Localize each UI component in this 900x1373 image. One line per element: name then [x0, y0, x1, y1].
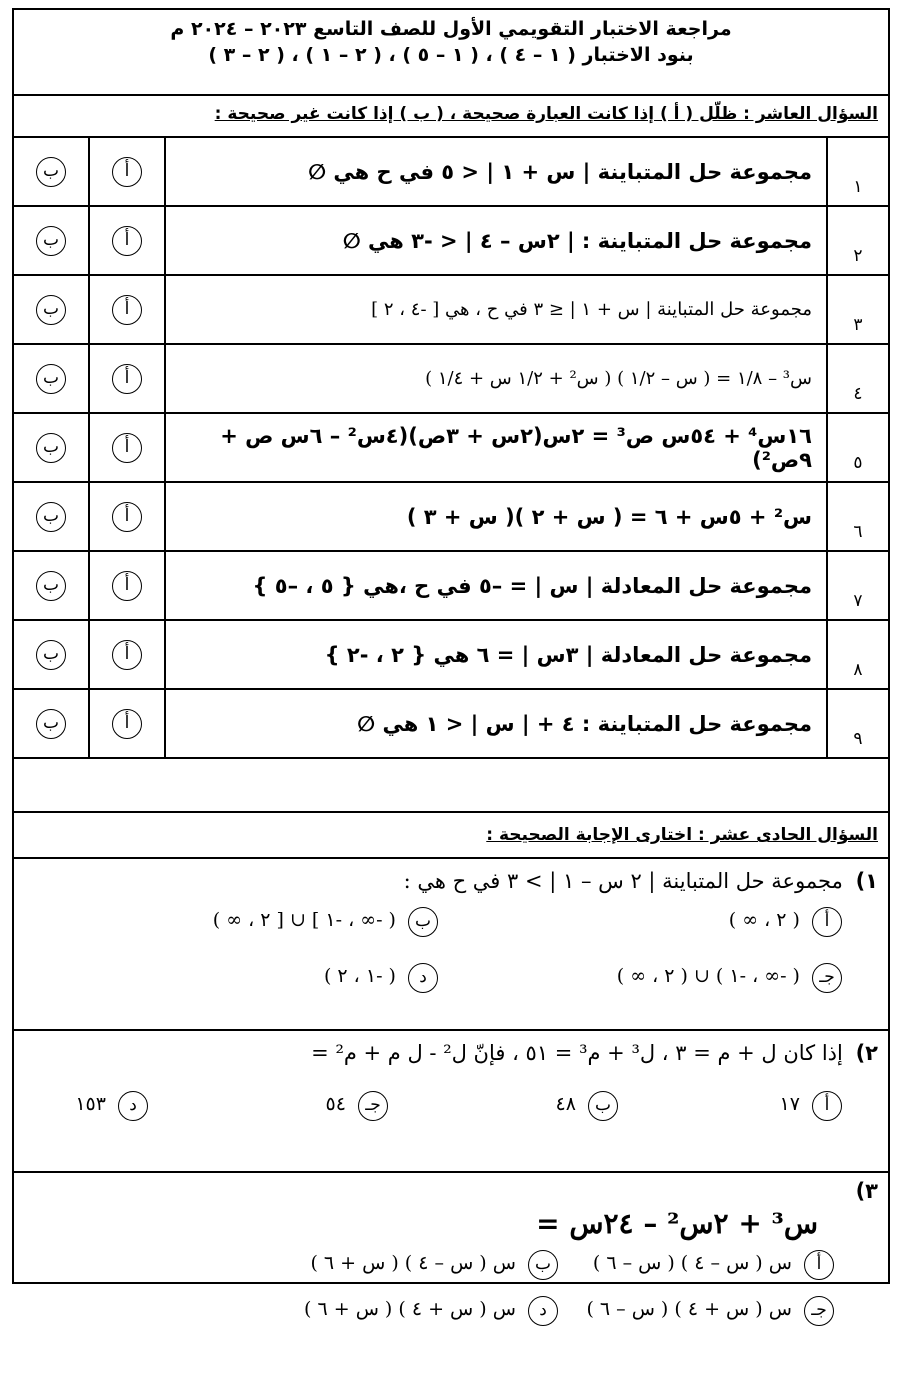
option-b-bubble[interactable] [14, 138, 89, 206]
option-b-bubble[interactable] [14, 551, 89, 620]
choice-c-text: ٥٤ [325, 1093, 346, 1115]
choice-c-marker: جـ [804, 1296, 834, 1326]
option-b-bubble-marker: ب [36, 502, 66, 532]
option-a-bubble-marker: أ [112, 295, 142, 325]
choice-c-marker: جـ [812, 963, 842, 993]
mcq-question-1 [14, 859, 888, 1031]
header-subtitle: بنود الاختبار ( ١ – ٤ ) ، ( ١ – ٥ ) ، ( ٢ – ١ ) ، ( ٢ – ٣ ) [208, 44, 694, 66]
option-b-bubble-marker: ب [36, 295, 66, 325]
choice-c[interactable] [326, 1091, 388, 1121]
statement-number: ٩ [827, 689, 888, 758]
option-b-bubble[interactable] [14, 206, 89, 275]
choice-d[interactable] [75, 1091, 148, 1121]
option-b-bubble-marker: ب [36, 364, 66, 394]
question-stem [14, 1031, 888, 1065]
statement-number: ٦ [827, 482, 888, 551]
choice-d[interactable] [324, 963, 438, 993]
statement-text: مجموعة حل المتباينة | س + ١ | < ٥ في ح هي ∅ [165, 138, 827, 206]
option-a-bubble[interactable] [89, 551, 165, 620]
choice-b[interactable] [213, 907, 438, 937]
statement-text: ١٦س⁴ + ٥٤س ص³ = ٢س(٢س + ٣ص)(٤س² – ٦س ص + ٩ص²) [165, 413, 827, 482]
option-a-bubble-marker: أ [112, 157, 142, 187]
choice-d[interactable] [304, 1296, 558, 1326]
statement-text: مجموعة حل المعادلة | ٣س | = ٦ هي { ٢ ، -٢ } [165, 620, 827, 689]
option-a-bubble[interactable] [89, 689, 165, 758]
question-stem [14, 859, 888, 893]
option-a-bubble-marker: أ [112, 709, 142, 739]
statement-row [14, 275, 888, 344]
statement-number: ٥ [827, 413, 888, 482]
choice-b-marker: ب [408, 907, 438, 937]
option-b-bubble-marker: ب [36, 433, 66, 463]
statement-row [14, 551, 888, 620]
question-text: س³ + ٢س² – ٢٤س = [536, 1207, 818, 1240]
choice-c-marker: جـ [358, 1091, 388, 1121]
option-a-bubble[interactable] [89, 413, 165, 482]
choice-d-marker: د [118, 1091, 148, 1121]
question-text: إذا كان ل + م = ٣ ، ل³ + م³ = ٥١ ، فإنّ ل² - ل م + م² = [311, 1041, 843, 1065]
statement-row [14, 482, 888, 551]
statement-row [14, 206, 888, 275]
choice-a[interactable] [593, 1250, 834, 1280]
option-b-bubble-marker: ب [36, 640, 66, 670]
q10-title-text: السؤال العاشر : ظلّل ( أ ) إذا كانت العبارة صحيحة ، ( ب ) إذا كانت غير صحيحة : [214, 104, 878, 124]
choice-a-marker: أ [812, 1091, 842, 1121]
statement-number: ٨ [827, 620, 888, 689]
option-b-bubble-marker: ب [36, 157, 66, 187]
statement-text: مجموعة حل المعادلة | س | = –٥ في ح ،هي { ٥ ، –٥ } [165, 551, 827, 620]
option-a-bubble-marker: أ [112, 433, 142, 463]
option-b-bubble-marker: ب [36, 709, 66, 739]
header-title: مراجعة الاختبار التقويمي الأول للصف التاسع ٢٠٢٣ – ٢٠٢٤ م [170, 18, 732, 40]
statement-text: س² + ٥س + ٦ = ( س + ٢ )( س + ٣ ) [165, 482, 827, 551]
statement-row [14, 689, 888, 758]
option-a-bubble[interactable] [89, 620, 165, 689]
option-a-bubble[interactable] [89, 138, 165, 206]
choice-b-text: ٤٨ [555, 1093, 576, 1115]
statement-text: س³ – ١/٨ = ( س – ١/٢ ) ( س² + ١/٢ س + ١/٤ ) [165, 344, 827, 413]
choice-a-text: ١٧ [779, 1093, 800, 1115]
statement-number: ٣ [827, 275, 888, 344]
choice-b[interactable] [556, 1091, 618, 1121]
true-false-table [14, 138, 888, 759]
choice-a-text: س ( س – ٤ ) ( س – ٦ ) [592, 1252, 792, 1274]
option-a-bubble-marker: أ [112, 364, 142, 394]
option-b-bubble[interactable] [14, 275, 89, 344]
option-a-bubble[interactable] [89, 482, 165, 551]
q11-title [14, 813, 888, 859]
choice-b-text: ( -∞ ، -١ ] ∪ [ ٢ ، ∞ ) [212, 909, 396, 931]
statement-number: ٤ [827, 344, 888, 413]
option-b-bubble-marker: ب [36, 226, 66, 256]
q10-title [14, 96, 888, 138]
choice-c-text: س ( س + ٤ ) ( س – ٦ ) [586, 1298, 792, 1320]
choice-b-marker: ب [588, 1091, 618, 1121]
statement-row [14, 344, 888, 413]
question-text: مجموعة حل المتباينة | ٢ س – ١ | > ٣ في ح هي : [403, 869, 843, 893]
choice-a[interactable] [729, 907, 842, 937]
choice-d-marker: د [408, 963, 438, 993]
option-a-bubble-marker: أ [112, 226, 142, 256]
choice-d-text: ( -١ ، ٢ ) [323, 965, 396, 987]
choice-d-text: ١٥٣ [75, 1093, 106, 1115]
statement-row [14, 413, 888, 482]
choice-b-marker: ب [528, 1250, 558, 1280]
statement-row [14, 620, 888, 689]
option-b-bubble[interactable] [14, 413, 89, 482]
choice-b-text: س ( س – ٤ ) ( س + ٦ ) [310, 1252, 516, 1274]
choice-c-text: ( -∞ ، -١ ) ∪ ( ٢ ، ∞ ) [616, 965, 800, 987]
option-b-bubble[interactable] [14, 344, 89, 413]
option-a-bubble-marker: أ [112, 640, 142, 670]
choice-a-marker: أ [804, 1250, 834, 1280]
question-number: ٢) [855, 1041, 878, 1065]
section-gap [14, 759, 888, 813]
mcq-question-2 [14, 1031, 888, 1173]
choice-a[interactable] [780, 1091, 842, 1121]
choice-a-marker: أ [812, 907, 842, 937]
choice-d-text: س ( س + ٤ ) ( س + ٦ ) [304, 1298, 516, 1320]
option-a-bubble[interactable] [89, 344, 165, 413]
option-a-bubble[interactable] [89, 206, 165, 275]
choice-c[interactable] [617, 963, 842, 993]
statement-number: ٧ [827, 551, 888, 620]
exam-page [12, 8, 890, 1320]
option-b-bubble[interactable] [14, 482, 89, 551]
option-b-bubble-marker: ب [36, 571, 66, 601]
option-b-bubble[interactable] [14, 689, 89, 758]
statement-number: ١ [827, 138, 888, 206]
statement-row [14, 138, 888, 206]
q11-title-text: السؤال الحادى عشر : اختارى الإجابة الصحيحة : [486, 825, 878, 845]
option-a-bubble-marker: أ [112, 502, 142, 532]
choice-a-text: ( ٢ ، ∞ ) [728, 909, 800, 931]
header [14, 18, 888, 96]
option-b-bubble[interactable] [14, 620, 89, 689]
question-number: ٣) [855, 1179, 878, 1203]
choice-b[interactable] [310, 1250, 558, 1280]
statement-number: ٢ [827, 206, 888, 275]
option-a-bubble[interactable] [89, 275, 165, 344]
choice-c[interactable] [586, 1296, 834, 1326]
choice-d-marker: د [528, 1296, 558, 1326]
statement-text: مجموعة حل المتباينة | س + ١ | ≤ ٣ في ح ، هي [ -٤ ، ٢ ] [165, 275, 827, 344]
question-stem [14, 1173, 888, 1203]
question-number: ١) [855, 869, 878, 893]
option-a-bubble-marker: أ [112, 571, 142, 601]
statement-text: مجموعة حل المتباينة : | ٢س – ٤ | < -٣ هي ∅ [165, 206, 827, 275]
mcq-question-3 [14, 1173, 888, 1373]
statement-text: مجموعة حل المتباينة : ٤ + | س | < ١ هي ∅ [165, 689, 827, 758]
